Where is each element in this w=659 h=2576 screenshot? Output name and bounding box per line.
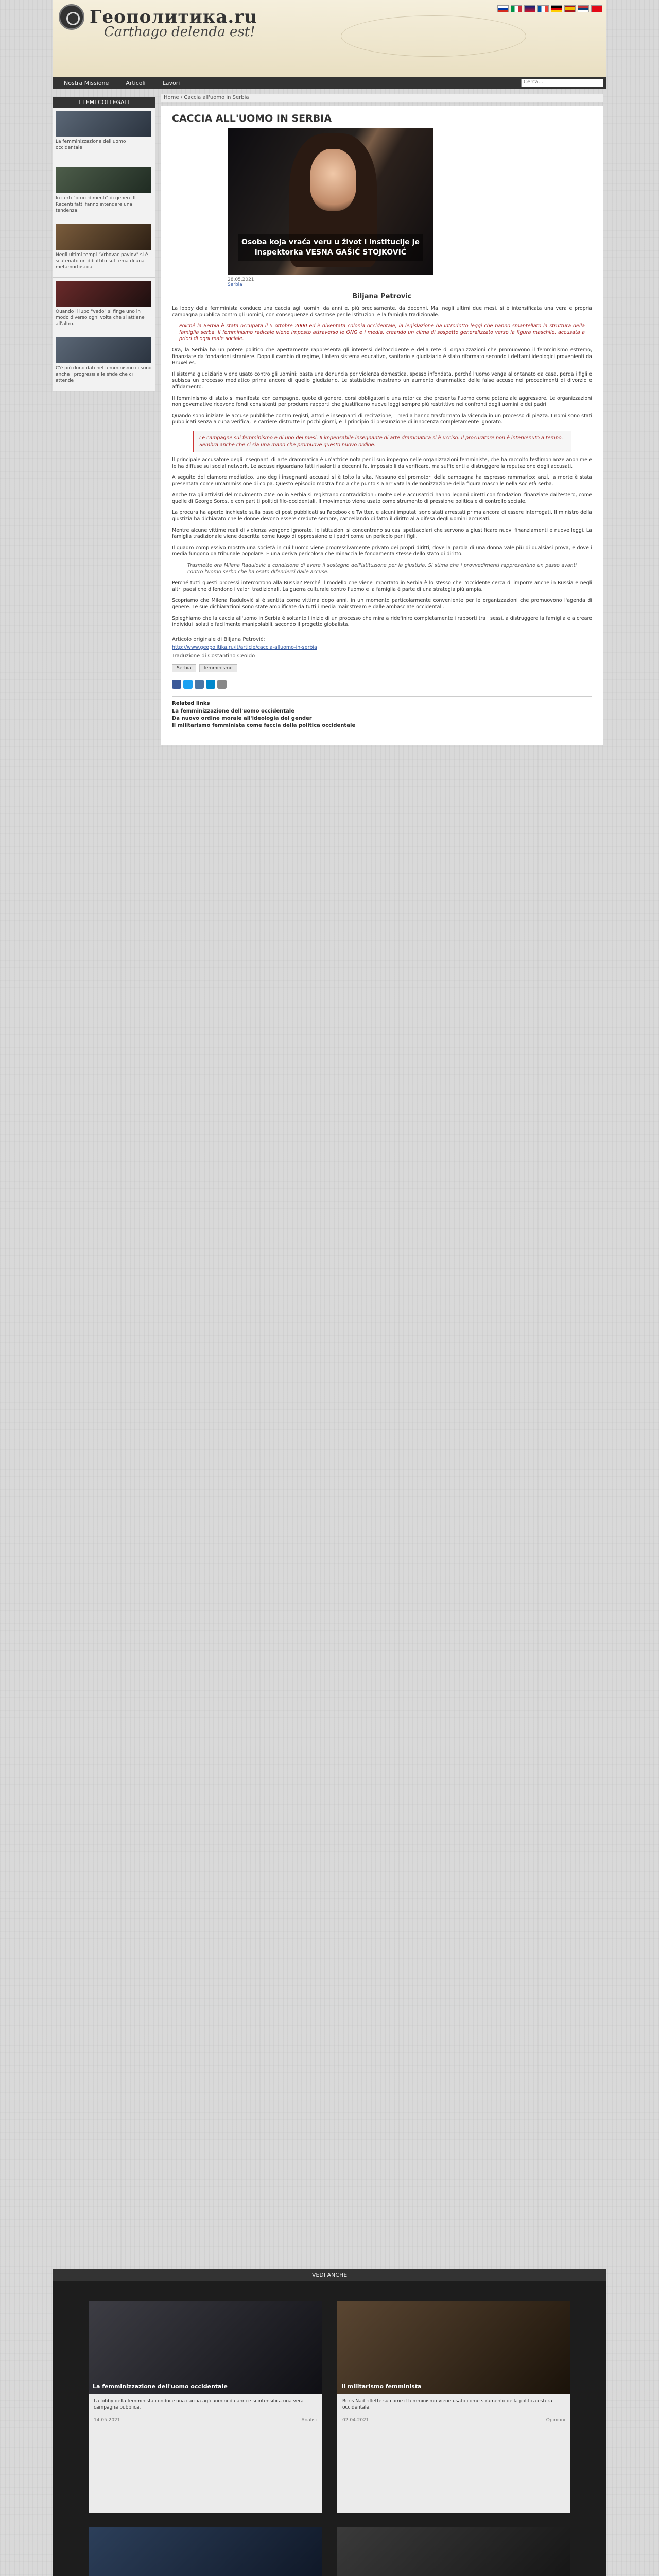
see-also-grid [53, 2281, 606, 2576]
paragraph: Ora, la Serbia ha un potere politico che apertamente rappresenta gli interessi dell'occidente e della rete di organizzazioni che promuovono il femminismo estremo, finanziate da fondazioni straniere. Dopo il cambio di regime, l'intero sistema educativo, sanitario e giudiziario è stato riformato secondo i dettami ideologici provenienti da Bruxelles. [172, 347, 592, 366]
email-icon[interactable] [217, 680, 227, 689]
article [161, 106, 603, 745]
sidebar-item-text: La femminizzazione dell'uomo occidentale [56, 139, 126, 150]
sidebar-item[interactable] [53, 278, 155, 334]
see-also-card[interactable] [337, 2301, 570, 2513]
source-links [172, 637, 592, 659]
related-link[interactable]: Da nuovo ordine morale all'ideologia del gender [172, 715, 312, 721]
paragraph: Mentre alcune vittime reali di violenza vengono ignorate, le istituzioni si concentrano su casi spettacolari che servono a giustificare nuovi finanziamenti e nuove leggi. La famiglia tradizionale viene descritta come luogo di oppressione e i padri come un pericolo per i figli. [172, 527, 592, 540]
related-link[interactable]: La femminizzazione dell'uomo occidentale [172, 708, 295, 714]
twitter-icon[interactable] [183, 680, 193, 689]
see-also-card[interactable] [337, 2527, 570, 2576]
tag-femminismo[interactable]: femminismo [199, 664, 237, 672]
source-label: Articolo originale di Biljana Petrović: [172, 636, 265, 642]
card-category[interactable]: Opinioni [546, 2418, 565, 2423]
see-also-card[interactable] [89, 2301, 322, 2513]
article-title: CACCIA ALL'UOMO IN SERBIA [172, 113, 332, 124]
paragraph: La lobby della femminista conduce una caccia agli uomini da anni e, più precisamente, da decenni. Ma, negli ultimi due mesi, si è intensificata una vera e propria campagna pubblica contro gli uomini, con conseguenze disastrose per le istituzioni e la famiglia tradizionale. [172, 306, 592, 318]
paragraph: A seguito del clamore mediatico, uno degli insegnanti accusati si è tolto la vita. Nessuno dei promotori della campagna ha espresso rammarico; anzi, la morte è stata presentata come un'ammissione di colpa. Questo episodio mostra fino a che punto sia arrivata la demonizzazione della figura maschile nella società serba. [172, 474, 592, 487]
card-image [89, 2301, 322, 2394]
nav-item-mission[interactable]: Nostra Missione [56, 80, 117, 87]
sidebar-item[interactable] [53, 164, 155, 221]
card-image [337, 2301, 570, 2394]
related-link[interactable]: Il militarismo femminista come faccia della politica occidentale [172, 722, 356, 728]
sidebar-item[interactable] [53, 221, 155, 278]
sidebar-item-text: In certi "procedimenti" di genere Il Recenti fatti fanno intendere una tendenza. [56, 196, 136, 213]
article-meta [228, 277, 592, 287]
card-image [337, 2527, 570, 2576]
card-caption: La femminizzazione dell'uomo occidentale [93, 2383, 228, 2390]
sidebar [53, 97, 155, 391]
see-also-section [53, 2269, 606, 2576]
see-also-card[interactable] [89, 2527, 322, 2576]
card-text: La lobby della femminista conduce una caccia agli uomini da anni e si intensifica una vera campagna pubblica. [94, 2399, 304, 2410]
article-category[interactable]: Serbia [228, 282, 242, 287]
share-buttons [172, 680, 592, 689]
paragraph: Anche tra gli attivisti del movimento #MeToo in Serbia si registrano contraddizioni: molte delle accusatrici hanno legami diretti con fondazioni finanziate dall'estero, come quelle di George Soros, e con partiti politici filo-occidentali. Il movimento viene usato come strumento di pressione politica e di controllo sociale. [172, 492, 592, 504]
tag-list [172, 664, 592, 672]
paragraph: Poiché la Serbia è stata occupata il 5 ottobre 2000 ed è diventata colonia occidentale, la legislazione ha introdotto leggi che hanno smantellato la struttura della famiglia serba. Il femminismo radicale viene imposto attraverso le ONG e i media, creando un clima di sospetto generalizzato verso la figura maschile, accusata a priori di ogni male sociale. [179, 323, 585, 342]
sidebar-thumbnail [56, 167, 151, 193]
paragraph: Il sistema giudiziario viene usato contro gli uomini: basta una denuncia per violenza domestica, spesso infondata, perché l'uomo venga allontanato da casa, perda i figli e subisca un processo mediatico prima ancora di quello giudiziario. Le statistiche mostrano un aumento drammatico delle false accuse nei procedimenti di divorzio e affidamento. [172, 371, 592, 390]
paragraph: Spieghiamo che la caccia all'uomo in Serbia è soltanto l'inizio di un processo che mira a ridefinire completamente i rapporti tra i sessi, a distruggere la famiglia e a creare individui isolati e facilmente manipolabili, secondo il progetto globalista. [172, 615, 592, 628]
card-meta [337, 2418, 570, 2423]
card-date: 02.04.2021 [342, 2418, 369, 2423]
related-links [172, 696, 592, 728]
breadcrumb[interactable]: Home / Caccia all'uomo in Serbia [161, 94, 603, 102]
article-date: 28.05.2021 [228, 277, 254, 282]
paragraph: Quando sono iniziate le accuse pubbliche contro registi, attori e insegnanti di recitazione, i media hanno trasformato la vicenda in un processo di piazza. I nomi sono stati pubblicati senza alcuna verifica, le carriere distrutte in pochi giorni, e il principio di presunzione di innocenza completamente ignorato. [172, 413, 592, 426]
paragraph: Scopriamo che Milena Radulović si è sentita come vittima dopo anni, in un momento particolarmente conveniente per le organizzazioni che promuovono l'agenda di genere. Le sue dichiarazioni sono state amplificate da tutti i media mainstream e dalle ambasciate occidentali. [172, 598, 592, 610]
quote-paragraph: Trasmette ora Milena Radulović a condizione di avere il sostegno dell'istituzione per la giustizia. Si stima che i provvedimenti rappresentino un passo avanti contro l'uomo serbo che ha osato difendersi dalle accuse. [187, 563, 577, 575]
card-date: 14.05.2021 [94, 2418, 120, 2423]
hero-quote: Osoba koja vraća veru u život i institucije je inspektorka VESNA GAŠIĆ STOJKOVIĆ [238, 234, 423, 261]
nav-item-works[interactable]: Lavori [154, 80, 189, 87]
translator-credit: Traduzione di Costantino Ceoldo [172, 653, 255, 659]
sidebar-item-text: C'è più dono dati nel femminismo ci sono anche i progressi e le sfide che ci attende [56, 366, 152, 383]
paragraph: Perché tutti questi processi intercorrono alla Russia? Perché il modello che viene importato in Serbia è lo stesso che l'occidente cerca di imporre anche in Russia e negli altri paesi che difendono i valori tradizionali. La guerra culturale contro l'uomo e la famiglia è parte di una strategia più ampia. [172, 580, 592, 592]
vk-icon[interactable] [195, 680, 204, 689]
search-input[interactable]: Cerca... [521, 79, 603, 87]
sidebar-heading: I TEMI COLLEGATI [53, 97, 155, 108]
card-caption: Il militarismo femminista [341, 2383, 422, 2390]
paragraph: Il principale accusatore degli insegnanti di arte drammatica è un'attrice nota per il suo impegno nelle organizzazioni femministe, che ha raccolto testimonianze anonime e le ha diffuse sui social network. Le accuse riguardano fatti risalenti a decenni fa, impossibili da verificare, ma sufficienti a distruggere la reputazione degli accusati. [172, 456, 592, 469]
related-heading: Related links [172, 700, 210, 706]
sidebar-item[interactable] [53, 334, 155, 391]
paragraph: Il femminismo di stato si manifesta con campagne, quote di genere, corsi obbligatori e una retorica che presenta l'uomo come potenziale aggressore. Le organizzazioni non governative ricevono fondi consistenti per produrre rapporti che giustificano nuove leggi sempre più restrittive nei confronti degli uomini e dei padri. [172, 395, 592, 408]
nav-item-articles[interactable]: Articoli [117, 80, 154, 87]
site-subtitle: Carthago delenda est! [104, 24, 255, 40]
paragraph: Il quadro complessivo mostra una società in cui l'uomo viene progressivamente privato dei propri diritti, dove la parola di una donna vale più di qualsiasi prova, e dove i media fungono da tribunale popolare. È una deriva pericolosa che minaccia le fondamenta stesse dello stato di diritto. [172, 545, 592, 557]
sidebar-thumbnail [56, 281, 151, 307]
paragraph: La procura ha aperto inchieste sulla base di post pubblicati su Facebook e Twitter, e alcuni imputati sono stati arrestati prima ancora di essere interrogati. Il ministro della giustizia ha dichiarato che le donne devono essere credute sempre, cancellando di fatto il diritto alla difesa degli uomini accusati. [172, 510, 592, 522]
sidebar-thumbnail [56, 111, 151, 137]
see-also-heading: VEDI ANCHE [53, 2269, 606, 2281]
sidebar-item-text: Quando il lupo "vedo" si finge uno in modo diverso ogni volta che si attiene all'altro. [56, 309, 145, 327]
card-meta [89, 2418, 322, 2423]
sidebar-item[interactable] [53, 108, 155, 164]
card-image [89, 2527, 322, 2576]
hero-figure-face [310, 149, 356, 211]
site-title: Геополитика.ru [90, 7, 257, 27]
sidebar-thumbnail [56, 337, 151, 363]
sidebar-thumbnail [56, 224, 151, 250]
facebook-icon[interactable] [172, 680, 181, 689]
blockquote: Le campagne sui femminismo e di uno dei mesi. Il impensabile insegnante di arte drammatica si è ucciso. Il procuratore non è intervenuto a tempo. Sembra anche che ci sia una mano che promuove questo nuovo ordine. [193, 431, 571, 452]
card-text: Boris Nad riflette su come il femminismo viene usato come strumento della politica estera occidentale. [342, 2399, 552, 2410]
tag-serbia[interactable]: Serbia [172, 664, 196, 672]
telegram-icon[interactable] [206, 680, 215, 689]
sidebar-item-text: Negli ultimi tempi "Vrbovac pavlov" si è scatenato un dibattito sul tema di una metamorfosi da [56, 252, 148, 270]
source-link[interactable]: http://www.geopolitika.ru/it/article/caccia-alluomo-in-serbia [172, 644, 317, 650]
card-category[interactable]: Analisi [301, 2418, 317, 2423]
article-author: Biljana Petrovic [352, 293, 412, 300]
hero-image [228, 128, 433, 275]
